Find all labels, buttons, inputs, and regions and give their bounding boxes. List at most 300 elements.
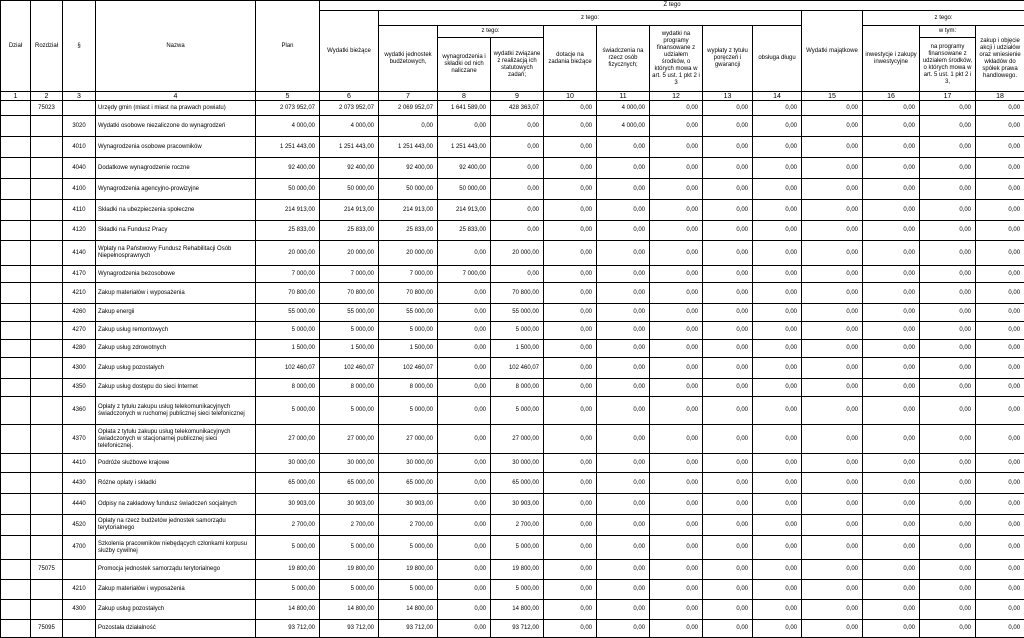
value-cell: 0,00 [802,116,863,137]
column-number: 12 [650,92,703,101]
value-cell: 27 000,00 [256,425,320,454]
value-cell: 0,00 [438,620,491,638]
value-cell: 0,00 [802,283,863,304]
value-cell: 0,00 [976,241,1024,266]
value-cell: 2 700,00 [256,515,320,536]
value-cell: 0,00 [976,620,1024,638]
value-cell: 7 000,00 [256,266,320,283]
value-cell: 0,00 [597,322,650,340]
dzial-cell [1,536,31,560]
value-cell: 2 073 952,07 [320,101,379,116]
value-cell: 5 000,00 [491,322,544,340]
value-cell: 214 913,00 [379,200,438,221]
value-cell: 0,00 [863,340,920,358]
value-cell: 0,00 [976,179,1024,200]
paragraf-cell [63,620,96,638]
name-cell: Zakup usług remontowych [96,322,256,340]
value-cell: 25 833,00 [438,221,491,241]
value-cell: 0,00 [650,379,703,397]
dzial-cell [1,340,31,358]
rozdzial-cell [31,397,63,425]
header-dotacje: dotacje na zadania bieżące [544,26,597,92]
value-cell: 5 000,00 [256,397,320,425]
paragraf-cell: 4260 [63,304,96,322]
value-cell: 0,00 [863,358,920,379]
value-cell: 0,00 [703,425,753,454]
value-cell: 2 700,00 [379,515,438,536]
value-cell: 1 500,00 [379,340,438,358]
value-cell: 0,00 [650,494,703,515]
paragraf-cell: 4120 [63,221,96,241]
value-cell: 8 000,00 [491,379,544,397]
value-cell: 0,00 [438,580,491,600]
table-row [1,158,1024,179]
value-cell: 0,00 [703,340,753,358]
value-cell: 19 800,00 [320,560,379,580]
value-cell: 0,00 [438,515,491,536]
dzial-cell [1,266,31,283]
value-cell: 50 000,00 [438,179,491,200]
dzial-cell [1,600,31,620]
value-cell: 0,00 [703,560,753,580]
value-cell: 0,00 [703,536,753,560]
table-row [1,101,1024,116]
table-row [1,425,1024,454]
value-cell: 0,00 [976,580,1024,600]
value-cell: 0,00 [650,515,703,536]
value-cell: 0,00 [650,304,703,322]
value-cell: 0,00 [438,454,491,473]
value-cell: 0,00 [802,221,863,241]
value-cell: 0,00 [753,158,802,179]
value-cell: 0,00 [802,158,863,179]
name-cell: Składki na ubezpieczenia społeczne [96,200,256,221]
value-cell: 0,00 [976,358,1024,379]
paragraf-cell: 3020 [63,116,96,137]
value-cell: 0,00 [703,397,753,425]
column-number: 6 [320,92,379,101]
value-cell: 0,00 [920,397,976,425]
value-cell: 5 000,00 [491,397,544,425]
table-row [1,179,1024,200]
table-row [1,379,1024,397]
value-cell: 0,00 [753,600,802,620]
value-cell: 0,00 [703,379,753,397]
table-row [1,473,1024,494]
value-cell: 0,00 [703,494,753,515]
header-w-tym: w tym: [920,26,976,38]
rozdzial-cell [31,116,63,137]
name-cell: Wpłaty na Państwowy Fundusz Rehabilitacji Osób Niepełnosprawnych [96,241,256,266]
value-cell: 0,00 [753,515,802,536]
value-cell: 4 000,00 [320,116,379,137]
header-nazwa: Nazwa [96,1,256,92]
value-cell: 0,00 [438,379,491,397]
value-cell: 0,00 [544,379,597,397]
rozdzial-cell [31,137,63,158]
value-cell: 5 000,00 [320,397,379,425]
paragraf-cell [63,560,96,580]
value-cell: 30 000,00 [491,454,544,473]
value-cell: 0,00 [650,101,703,116]
value-cell: 0,00 [650,116,703,137]
value-cell: 0,00 [544,137,597,158]
value-cell: 1 500,00 [491,340,544,358]
value-cell: 0,00 [438,340,491,358]
value-cell: 0,00 [863,283,920,304]
value-cell: 0,00 [753,358,802,379]
value-cell: 0,00 [597,221,650,241]
value-cell: 14 800,00 [379,600,438,620]
paragraf-cell: 4360 [63,397,96,425]
value-cell: 0,00 [802,600,863,620]
value-cell: 0,00 [597,379,650,397]
value-cell: 1 251 443,00 [320,137,379,158]
value-cell: 0,00 [438,494,491,515]
header-realizacja: wydatki związane z realizacją ich statutowych zadań; [491,38,544,92]
header-z-tego-4: z tego: [863,11,1024,26]
value-cell: 102 460,07 [320,358,379,379]
value-cell: 8 000,00 [320,379,379,397]
table-row [1,283,1024,304]
header-wydatki-jednostek: wydatki jednostek budżetowych, [379,26,438,92]
rozdzial-cell [31,425,63,454]
value-cell: 0,00 [976,283,1024,304]
rozdzial-cell: 75023 [31,101,63,116]
value-cell: 20 000,00 [491,241,544,266]
name-cell: Pozostała działalność [96,620,256,638]
name-cell: Różne opłaty i składki [96,473,256,494]
header-wydatki-majatkowe: Wydatki majątkowe [802,11,863,92]
rozdzial-cell [31,179,63,200]
value-cell: 0,00 [438,600,491,620]
paragraf-cell: 4370 [63,425,96,454]
value-cell: 0,00 [703,580,753,600]
dzial-cell [1,425,31,454]
value-cell: 0,00 [544,494,597,515]
paragraf-cell: 4170 [63,266,96,283]
value-cell: 4 000,00 [256,116,320,137]
value-cell: 65 000,00 [491,473,544,494]
paragraf-cell: 4440 [63,494,96,515]
value-cell: 0,00 [597,200,650,221]
value-cell: 0,00 [976,425,1024,454]
value-cell: 0,00 [597,536,650,560]
value-cell: 0,00 [491,179,544,200]
value-cell: 0,00 [703,358,753,379]
name-cell: Zakup usług dostępu do sieci Internet [96,379,256,397]
value-cell: 0,00 [802,515,863,536]
value-cell: 0,00 [920,515,976,536]
value-cell: 0,00 [920,304,976,322]
rozdzial-cell [31,600,63,620]
value-cell: 1 251 443,00 [438,137,491,158]
value-cell: 0,00 [802,179,863,200]
value-cell: 0,00 [920,221,976,241]
value-cell: 27 000,00 [491,425,544,454]
dzial-cell [1,101,31,116]
value-cell: 0,00 [597,494,650,515]
value-cell: 0,00 [976,397,1024,425]
value-cell: 0,00 [920,158,976,179]
dzial-cell [1,304,31,322]
rozdzial-cell [31,473,63,494]
dzial-cell [1,116,31,137]
value-cell: 0,00 [703,116,753,137]
paragraf-cell: 4300 [63,600,96,620]
dzial-cell [1,494,31,515]
value-cell: 0,00 [544,600,597,620]
column-number: 5 [256,92,320,101]
value-cell: 0,00 [650,397,703,425]
value-cell: 0,00 [703,600,753,620]
value-cell: 55 000,00 [256,304,320,322]
value-cell: 0,00 [438,322,491,340]
value-cell: 0,00 [802,580,863,600]
value-cell: 0,00 [976,158,1024,179]
rozdzial-cell [31,283,63,304]
value-cell: 0,00 [863,473,920,494]
value-cell: 0,00 [491,221,544,241]
value-cell: 0,00 [438,116,491,137]
value-cell: 0,00 [802,494,863,515]
dzial-cell [1,560,31,580]
value-cell: 0,00 [491,200,544,221]
value-cell: 0,00 [753,620,802,638]
value-cell: 30 000,00 [379,454,438,473]
value-cell: 0,00 [650,560,703,580]
value-cell: 0,00 [920,241,976,266]
value-cell: 0,00 [597,397,650,425]
value-cell: 50 000,00 [379,179,438,200]
value-cell: 0,00 [802,304,863,322]
name-cell: Zakup materiałów i wyposażenia [96,580,256,600]
value-cell: 0,00 [597,600,650,620]
column-number: 14 [753,92,802,101]
value-cell: 27 000,00 [379,425,438,454]
name-cell: Zakup usług zdrowotnych [96,340,256,358]
paragraf-cell: 4210 [63,283,96,304]
value-cell: 0,00 [802,200,863,221]
value-cell: 65 000,00 [256,473,320,494]
value-cell: 0,00 [703,241,753,266]
value-cell: 0,00 [920,425,976,454]
value-cell: 0,00 [544,322,597,340]
value-cell: 55 000,00 [491,304,544,322]
value-cell: 0,00 [976,304,1024,322]
value-cell: 0,00 [703,158,753,179]
value-cell: 0,00 [650,620,703,638]
value-cell: 0,00 [703,304,753,322]
header-swiadczenia: świadczenia na rzecz osób fizycznych; [597,26,650,92]
value-cell: 0,00 [863,536,920,560]
value-cell: 8 000,00 [256,379,320,397]
value-cell: 0,00 [753,137,802,158]
value-cell: 19 800,00 [379,560,438,580]
value-cell: 0,00 [544,266,597,283]
value-cell: 0,00 [802,397,863,425]
header-poreczenia: wypłaty z tytułu poręczeń i gwarancji [703,26,753,92]
dzial-cell [1,158,31,179]
column-number: 1 [1,92,31,101]
value-cell: 1 641 589,00 [438,101,491,116]
value-cell: 0,00 [753,473,802,494]
value-cell: 5 000,00 [320,322,379,340]
value-cell: 0,00 [544,304,597,322]
value-cell: 0,00 [863,425,920,454]
value-cell: 0,00 [863,397,920,425]
paragraf-cell: 4210 [63,580,96,600]
value-cell: 0,00 [863,379,920,397]
value-cell: 25 833,00 [256,221,320,241]
table-row [1,116,1024,137]
rozdzial-cell [31,266,63,283]
value-cell: 0,00 [976,266,1024,283]
dzial-cell [1,179,31,200]
value-cell: 19 800,00 [256,560,320,580]
value-cell: 0,00 [703,137,753,158]
table-row [1,600,1024,620]
header-rozdzial: Rozdział [31,1,63,92]
value-cell: 0,00 [438,241,491,266]
name-cell: Podróże służbowe krajowe [96,454,256,473]
value-cell: 0,00 [650,241,703,266]
value-cell: 0,00 [753,179,802,200]
table-row [1,137,1024,158]
header-paragraf: § [63,1,96,92]
value-cell: 214 913,00 [256,200,320,221]
value-cell: 30 000,00 [256,454,320,473]
rozdzial-cell [31,454,63,473]
name-cell: Zakup energii [96,304,256,322]
table-row [1,241,1024,266]
value-cell: 0,00 [544,580,597,600]
column-number: 18 [976,92,1024,101]
value-cell: 93 712,00 [491,620,544,638]
value-cell: 0,00 [802,560,863,580]
table-row [1,454,1024,473]
value-cell: 0,00 [802,358,863,379]
column-number: 10 [544,92,597,101]
paragraf-cell: 4280 [63,340,96,358]
value-cell: 0,00 [863,266,920,283]
value-cell: 5 000,00 [491,536,544,560]
value-cell: 25 833,00 [379,221,438,241]
value-cell: 93 712,00 [379,620,438,638]
value-cell: 70 800,00 [256,283,320,304]
value-cell: 0,00 [920,580,976,600]
header-z-tego-3: z tego: [438,26,544,38]
value-cell: 0,00 [597,241,650,266]
value-cell: 0,00 [920,454,976,473]
rozdzial-cell [31,340,63,358]
value-cell: 0,00 [650,221,703,241]
value-cell: 0,00 [976,322,1024,340]
value-cell: 0,00 [976,494,1024,515]
value-cell: 0,00 [920,536,976,560]
value-cell: 214 913,00 [438,200,491,221]
value-cell: 0,00 [976,200,1024,221]
rozdzial-cell [31,379,63,397]
name-cell: Zakup usług pozostałych [96,358,256,379]
value-cell: 428 363,07 [491,101,544,116]
value-cell: 0,00 [491,116,544,137]
value-cell: 1 500,00 [320,340,379,358]
rozdzial-cell [31,494,63,515]
dzial-cell [1,515,31,536]
paragraf-cell: 4430 [63,473,96,494]
value-cell: 0,00 [863,620,920,638]
value-cell: 0,00 [920,494,976,515]
column-number: 17 [920,92,976,101]
value-cell: 0,00 [544,158,597,179]
value-cell: 0,00 [753,304,802,322]
value-cell: 0,00 [802,241,863,266]
value-cell: 0,00 [920,137,976,158]
value-cell: 214 913,00 [320,200,379,221]
value-cell: 5 000,00 [320,580,379,600]
value-cell: 5 000,00 [256,580,320,600]
value-cell: 0,00 [544,200,597,221]
name-cell: Urzędy gmin (miast i miast na prawach powiatu) [96,101,256,116]
value-cell: 0,00 [703,473,753,494]
value-cell: 0,00 [438,358,491,379]
column-number: 3 [63,92,96,101]
paragraf-cell: 4350 [63,379,96,397]
value-cell: 0,00 [438,397,491,425]
value-cell: 0,00 [976,536,1024,560]
paragraf-cell: 4100 [63,179,96,200]
value-cell: 0,00 [802,340,863,358]
value-cell: 70 800,00 [379,283,438,304]
value-cell: 0,00 [920,116,976,137]
value-cell: 0,00 [650,536,703,560]
value-cell: 5 000,00 [256,322,320,340]
value-cell: 0,00 [650,322,703,340]
column-number: 4 [96,92,256,101]
value-cell: 5 000,00 [379,580,438,600]
value-cell: 0,00 [753,101,802,116]
column-number: 11 [597,92,650,101]
value-cell: 50 000,00 [256,179,320,200]
value-cell: 2 073 952,07 [256,101,320,116]
value-cell: 0,00 [920,200,976,221]
value-cell: 0,00 [863,560,920,580]
dzial-cell [1,473,31,494]
value-cell: 0,00 [802,425,863,454]
value-cell: 30 903,00 [379,494,438,515]
value-cell: 0,00 [976,454,1024,473]
value-cell: 0,00 [976,379,1024,397]
value-cell: 0,00 [544,425,597,454]
value-cell: 0,00 [976,515,1024,536]
value-cell: 30 903,00 [491,494,544,515]
header-programy: wydatki na programy finansowane z udziałem środków, o których mowa w art. 5 ust. 1 pkt 2 i 3 [650,26,703,92]
column-number: 9 [491,92,544,101]
value-cell: 5 000,00 [491,580,544,600]
value-cell: 0,00 [863,580,920,600]
header-inwestycje: inwestycje i zakupy inwestycyjne [863,26,920,92]
value-cell: 7 000,00 [438,266,491,283]
value-cell: 2 069 952,07 [379,101,438,116]
value-cell: 0,00 [544,560,597,580]
dzial-cell [1,283,31,304]
rozdzial-cell [31,304,63,322]
value-cell: 0,00 [650,283,703,304]
table-row [1,358,1024,379]
dzial-cell [1,397,31,425]
value-cell: 0,00 [753,266,802,283]
